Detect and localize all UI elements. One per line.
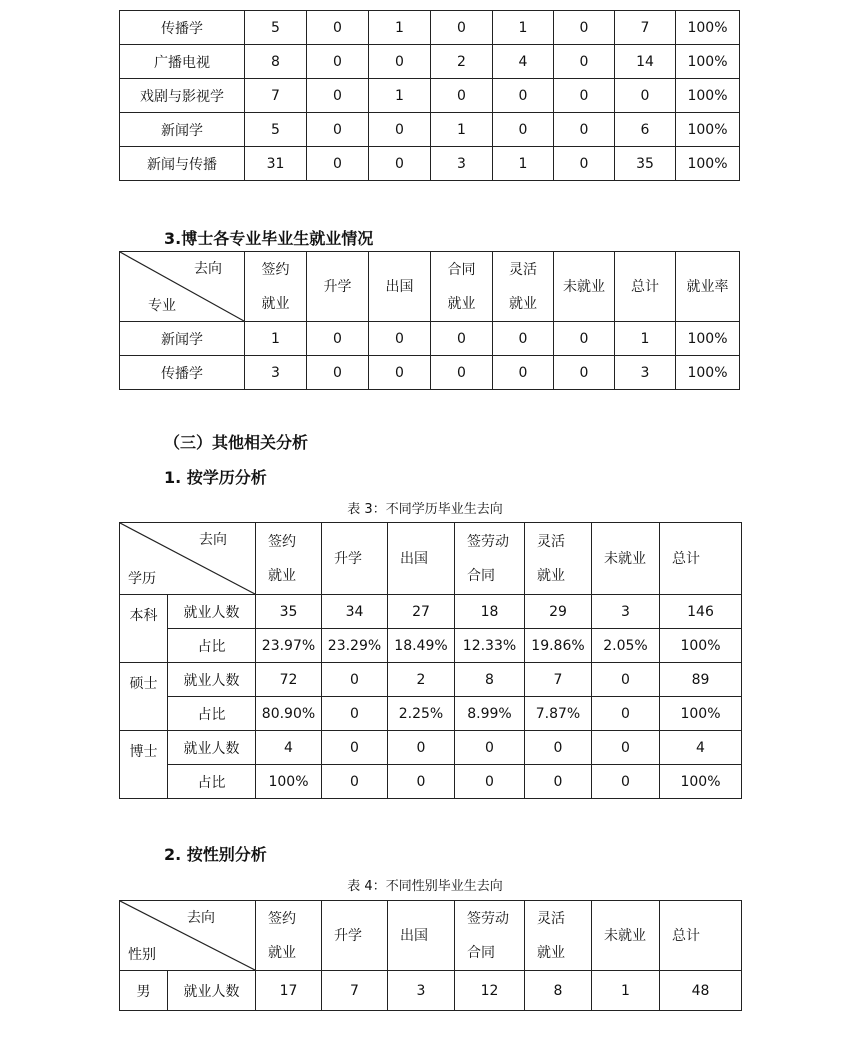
value-cell: 0 <box>554 356 615 390</box>
column-header <box>256 901 322 971</box>
metric-label-cell: 就业人数 <box>168 731 256 765</box>
table4-caption: 表 4：不同性别毕业生去向 <box>347 879 503 894</box>
column-header-text: 就业 <box>509 295 537 312</box>
column-header <box>322 901 388 971</box>
value-cell: 0 <box>369 147 431 181</box>
value-cell: 8 <box>455 663 525 697</box>
diagonal-header-cell <box>120 901 256 971</box>
diag-label-direction: 去向 <box>187 910 215 926</box>
value-cell: 100% <box>676 322 740 356</box>
metric-label-cell: 就业人数 <box>168 971 256 1011</box>
value-cell: 5 <box>245 11 307 45</box>
diag-label-major: 专业 <box>148 298 176 314</box>
metric-label-cell: 就业人数 <box>168 595 256 629</box>
table-master-by-major-continued <box>119 10 740 181</box>
column-header-text: 签约 <box>261 261 290 278</box>
column-header <box>431 252 493 322</box>
value-cell: 35 <box>256 595 322 629</box>
diag-label-gender: 性别 <box>128 947 156 963</box>
value-cell: 18 <box>455 595 525 629</box>
table-row <box>120 322 740 356</box>
value-cell: 100% <box>676 11 740 45</box>
column-header-text: 升学 <box>334 927 362 944</box>
column-header-text: 签约 <box>268 910 296 927</box>
value-cell: 18.49% <box>388 629 455 663</box>
value-cell: 0 <box>592 663 660 697</box>
value-cell: 4 <box>256 731 322 765</box>
value-cell: 2 <box>388 663 455 697</box>
value-cell: 0 <box>592 697 660 731</box>
table3-caption: 表 3：不同学历毕业生去向 <box>347 502 503 517</box>
value-cell: 3 <box>592 595 660 629</box>
value-cell: 0 <box>388 765 455 799</box>
value-cell: 0 <box>615 79 676 113</box>
table-row <box>120 595 742 629</box>
value-cell: 0 <box>369 322 431 356</box>
value-cell: 80.90% <box>256 697 322 731</box>
value-cell: 5 <box>245 113 307 147</box>
major-name-cell: 传播学 <box>120 356 245 390</box>
value-cell: 23.29% <box>322 629 388 663</box>
table-row <box>120 45 740 79</box>
column-header-text: 灵活 <box>537 533 565 550</box>
value-cell: 100% <box>660 697 742 731</box>
value-cell: 0 <box>525 765 592 799</box>
value-cell: 100% <box>676 147 740 181</box>
value-cell: 0 <box>592 731 660 765</box>
table-row <box>120 356 740 390</box>
value-cell: 0 <box>554 147 615 181</box>
value-cell: 1 <box>431 113 493 147</box>
value-cell: 0 <box>307 45 369 79</box>
value-cell: 7.87% <box>525 697 592 731</box>
value-cell: 0 <box>493 322 554 356</box>
column-header-text: 未就业 <box>604 550 646 567</box>
value-cell: 0 <box>493 113 554 147</box>
value-cell: 0 <box>369 113 431 147</box>
column-header <box>615 252 676 322</box>
education-level-cell: 硕士 <box>120 663 168 731</box>
value-cell: 0 <box>322 663 388 697</box>
major-name-cell: 新闻学 <box>120 322 245 356</box>
table-row <box>120 79 740 113</box>
table-row <box>120 663 742 697</box>
value-cell: 0 <box>369 45 431 79</box>
major-name-cell: 广播电视 <box>120 45 245 79</box>
value-cell: 0 <box>322 731 388 765</box>
major-name-cell: 新闻与传播 <box>120 147 245 181</box>
column-header <box>388 523 455 595</box>
table-doctoral-by-major <box>119 251 740 390</box>
value-cell: 12 <box>455 971 525 1011</box>
column-header-text: 出国 <box>385 278 414 295</box>
value-cell: 1 <box>592 971 660 1011</box>
column-header-text: 签劳动 <box>467 910 509 927</box>
value-cell: 0 <box>307 113 369 147</box>
column-header-text: 未就业 <box>563 278 605 295</box>
value-cell: 7 <box>615 11 676 45</box>
diagonal-header-cell <box>120 523 256 595</box>
column-header <box>455 901 525 971</box>
value-cell: 0 <box>431 11 493 45</box>
column-header <box>256 523 322 595</box>
column-header-text: 总计 <box>631 278 659 295</box>
column-header <box>660 901 742 971</box>
value-cell: 0 <box>455 765 525 799</box>
column-header <box>388 901 455 971</box>
column-header-text: 就业 <box>537 944 565 961</box>
column-header <box>592 901 660 971</box>
metric-label-cell: 占比 <box>168 765 256 799</box>
column-header <box>455 523 525 595</box>
value-cell: 0 <box>431 356 493 390</box>
value-cell: 100% <box>676 113 740 147</box>
value-cell: 7 <box>245 79 307 113</box>
column-header <box>369 252 431 322</box>
column-header <box>525 901 592 971</box>
value-cell: 0 <box>554 79 615 113</box>
value-cell: 4 <box>660 731 742 765</box>
table-row <box>120 629 742 663</box>
column-header <box>322 523 388 595</box>
column-header <box>554 252 615 322</box>
value-cell: 31 <box>245 147 307 181</box>
value-cell: 0 <box>431 322 493 356</box>
value-cell: 0 <box>554 45 615 79</box>
education-level-cell: 博士 <box>120 731 168 799</box>
column-header <box>245 252 307 322</box>
value-cell: 7 <box>525 663 592 697</box>
value-cell: 14 <box>615 45 676 79</box>
major-name-cell: 传播学 <box>120 11 245 45</box>
value-cell: 8.99% <box>455 697 525 731</box>
value-cell: 2.05% <box>592 629 660 663</box>
column-header-text: 合同 <box>467 567 495 584</box>
value-cell: 0 <box>525 731 592 765</box>
column-header-text: 总计 <box>672 927 700 944</box>
column-header-text: 总计 <box>672 550 700 567</box>
section-other-heading: （三）其他相关分析 <box>164 433 309 452</box>
value-cell: 2.25% <box>388 697 455 731</box>
sub1-heading: 1. 按学历分析 <box>164 468 267 487</box>
column-header-text: 灵活 <box>537 910 565 927</box>
column-header-text: 出国 <box>400 550 428 567</box>
column-header-text: 就业 <box>268 567 296 584</box>
column-header-text: 未就业 <box>604 927 646 944</box>
value-cell: 0 <box>455 731 525 765</box>
value-cell: 2 <box>431 45 493 79</box>
value-cell: 6 <box>615 113 676 147</box>
table-row <box>120 765 742 799</box>
value-cell: 0 <box>554 322 615 356</box>
column-header-text: 就业 <box>261 295 290 312</box>
value-cell: 0 <box>307 147 369 181</box>
diag-label-education: 学历 <box>128 571 156 587</box>
column-header-text: 升学 <box>334 550 362 567</box>
value-cell: 1 <box>369 79 431 113</box>
value-cell: 8 <box>245 45 307 79</box>
education-level-cell: 本科 <box>120 595 168 663</box>
value-cell: 0 <box>554 113 615 147</box>
value-cell: 29 <box>525 595 592 629</box>
value-cell: 1 <box>615 322 676 356</box>
major-name-cell: 戏剧与影视学 <box>120 79 245 113</box>
value-cell: 1 <box>369 11 431 45</box>
table-by-education <box>119 522 742 799</box>
value-cell: 100% <box>256 765 322 799</box>
value-cell: 48 <box>660 971 742 1011</box>
value-cell: 3 <box>431 147 493 181</box>
value-cell: 34 <box>322 595 388 629</box>
column-header <box>592 523 660 595</box>
diag-label-direction: 去向 <box>199 532 227 548</box>
value-cell: 72 <box>256 663 322 697</box>
diagonal-header-cell <box>120 252 245 322</box>
value-cell: 0 <box>307 79 369 113</box>
column-header-text: 合同 <box>447 261 476 278</box>
column-header <box>493 252 554 322</box>
column-header <box>660 523 742 595</box>
column-header-text: 就业 <box>268 944 296 961</box>
value-cell: 0 <box>322 765 388 799</box>
value-cell: 0 <box>322 697 388 731</box>
column-header-text: 出国 <box>400 927 428 944</box>
major-name-cell: 新闻学 <box>120 113 245 147</box>
column-header-text: 就业 <box>447 295 476 312</box>
sub2-heading: 2. 按性别分析 <box>164 845 267 864</box>
value-cell: 27 <box>388 595 455 629</box>
gender-cell: 男 <box>120 971 168 1011</box>
value-cell: 100% <box>660 765 742 799</box>
value-cell: 1 <box>493 11 554 45</box>
column-header-text: 就业率 <box>686 278 729 295</box>
value-cell: 8 <box>525 971 592 1011</box>
value-cell: 0 <box>388 731 455 765</box>
value-cell: 3 <box>245 356 307 390</box>
column-header-text: 合同 <box>467 944 495 961</box>
table-row <box>120 113 740 147</box>
value-cell: 0 <box>369 356 431 390</box>
column-header-text: 升学 <box>323 278 352 295</box>
value-cell: 89 <box>660 663 742 697</box>
value-cell: 0 <box>307 356 369 390</box>
value-cell: 100% <box>676 356 740 390</box>
value-cell: 0 <box>554 11 615 45</box>
value-cell: 146 <box>660 595 742 629</box>
metric-label-cell: 占比 <box>168 697 256 731</box>
value-cell: 100% <box>676 45 740 79</box>
value-cell: 23.97% <box>256 629 322 663</box>
value-cell: 7 <box>322 971 388 1011</box>
table-row <box>120 731 742 765</box>
value-cell: 0 <box>431 79 493 113</box>
value-cell: 0 <box>493 356 554 390</box>
table-row <box>120 697 742 731</box>
column-header-text: 灵活 <box>509 261 537 278</box>
value-cell: 1 <box>493 147 554 181</box>
table-row <box>120 147 740 181</box>
table-by-gender <box>119 900 742 1011</box>
column-header-text: 签约 <box>268 533 296 550</box>
value-cell: 3 <box>615 356 676 390</box>
value-cell: 17 <box>256 971 322 1011</box>
table-row <box>120 971 742 1011</box>
value-cell: 4 <box>493 45 554 79</box>
column-header-text: 就业 <box>537 567 565 584</box>
column-header <box>676 252 740 322</box>
metric-label-cell: 就业人数 <box>168 663 256 697</box>
value-cell: 12.33% <box>455 629 525 663</box>
column-header <box>307 252 369 322</box>
diag-label-direction: 去向 <box>194 261 222 277</box>
column-header <box>525 523 592 595</box>
value-cell: 1 <box>245 322 307 356</box>
section3-heading: 3.博士各专业毕业生就业情况 <box>164 229 374 248</box>
value-cell: 35 <box>615 147 676 181</box>
column-header-text: 签劳动 <box>467 533 509 550</box>
value-cell: 0 <box>493 79 554 113</box>
metric-label-cell: 占比 <box>168 629 256 663</box>
value-cell: 0 <box>592 765 660 799</box>
value-cell: 100% <box>676 79 740 113</box>
value-cell: 3 <box>388 971 455 1011</box>
value-cell: 0 <box>307 11 369 45</box>
value-cell: 19.86% <box>525 629 592 663</box>
value-cell: 100% <box>660 629 742 663</box>
value-cell: 0 <box>307 322 369 356</box>
table-row <box>120 11 740 45</box>
